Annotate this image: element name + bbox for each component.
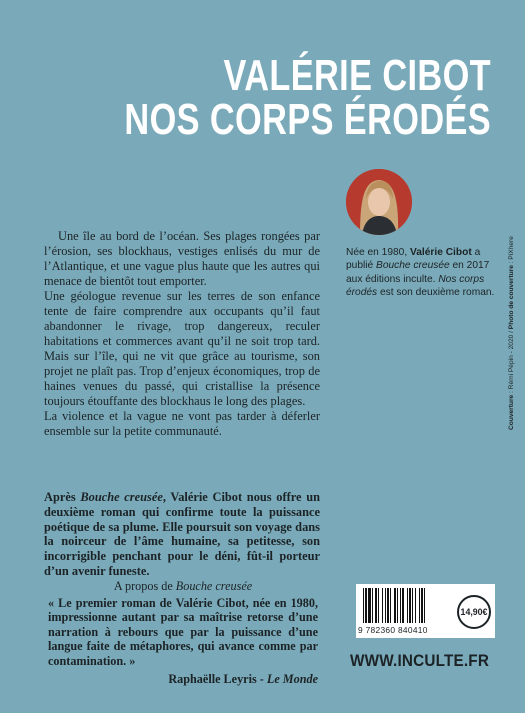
bio-prev-book: Bouche creusée [376,260,450,272]
bio-this-book: Nos corps érodés [346,273,485,298]
isbn-digits: 9 782360 840410 [358,625,428,635]
credit-text-photo: : PiXhere [508,236,515,266]
credit-label-photo: Photo de couverture [508,265,515,330]
barcode-bars [361,588,449,624]
credit-text-cover: : Rémi Pépin - 2020 / [508,329,515,395]
press-heading-prefix: A propos de [113,579,176,593]
press-quote-heading [48,579,318,594]
barcode-panel [356,584,495,638]
press-quote [48,579,318,686]
blurb-part1: Après [44,490,81,504]
press-heading-book: Bouche creusée [175,579,253,593]
author-bio [346,246,506,299]
author-name: VALÉRIE CIBOT [223,51,491,100]
publisher-website: WWW.INCULTE.FR [350,651,490,670]
synopsis-paragraph: Une géologue revenue sur les terres de son enfance tente de faire comprendre aux occupants qu’il faut abandonner le rivage, trop dangereux, reculer habitations et commerces avant qu’il ne soit trop tard. Mais sur l’île, qui ne vit que grâce au tourisme, son projet ne plaît pas. Trop d’enjeux économiques, trop de haines venues du passé, qui cristallise la présence toujours étouffante des blockhaus le long des plages. [44,289,320,408]
bio-lead: Née en 1980, [346,247,411,258]
cover-credits [508,180,515,430]
bio-author: Valérie Cibot [410,247,472,258]
press-quote-attribution [48,672,318,687]
blurb-part2: , Valérie Cibot nous offre un deuxième roman qui confirme toute la puissance poétique de sa plume. Elle poursuit son voyage dans la noirceur de l’âme humaine, sa petitesse, son incorrigible penchant pour le déni, fût-il porteur d’un avenir funeste. [44,490,320,578]
book-title: NOS CORPS ÉRODÉS [124,95,491,144]
publisher-blurb [44,490,320,579]
press-source: Le Monde [266,671,318,686]
critic-name: Raphaëlle Leyris - [168,671,267,686]
synopsis-paragraph: Une île au bord de l’océan. Ses plages rongées par l’érosion, ses blockhaus, vestiges enlisés du mur de l’Atlantique, et une vague plus haute que les autres qui menace de bientôt tout emporter. [44,229,320,288]
credit-label-cover: Couverture [508,394,515,430]
press-quote-text: « Le premier roman de Valérie Cibot, née en 1980, impressionne autant par sa maîtrise retorse d’une narration à rebours que par la puissance d’une langue faite de métaphores, qui avance comme par contamination. » [48,595,318,668]
bio-mid2: en 2017 aux éditions inculte. [346,260,490,285]
price-badge: 14,90€ [457,595,491,629]
bio-mid1: a publié [346,247,481,272]
synopsis-paragraph: La violence et la vague ne vont pas tarder à déferler ensemble sur la petite communauté. [44,409,320,438]
synopsis [44,229,320,439]
author-photo [346,169,412,235]
blurb-book: Bouche creusée [80,490,163,504]
bio-end: est son deuxième roman. [377,286,495,298]
